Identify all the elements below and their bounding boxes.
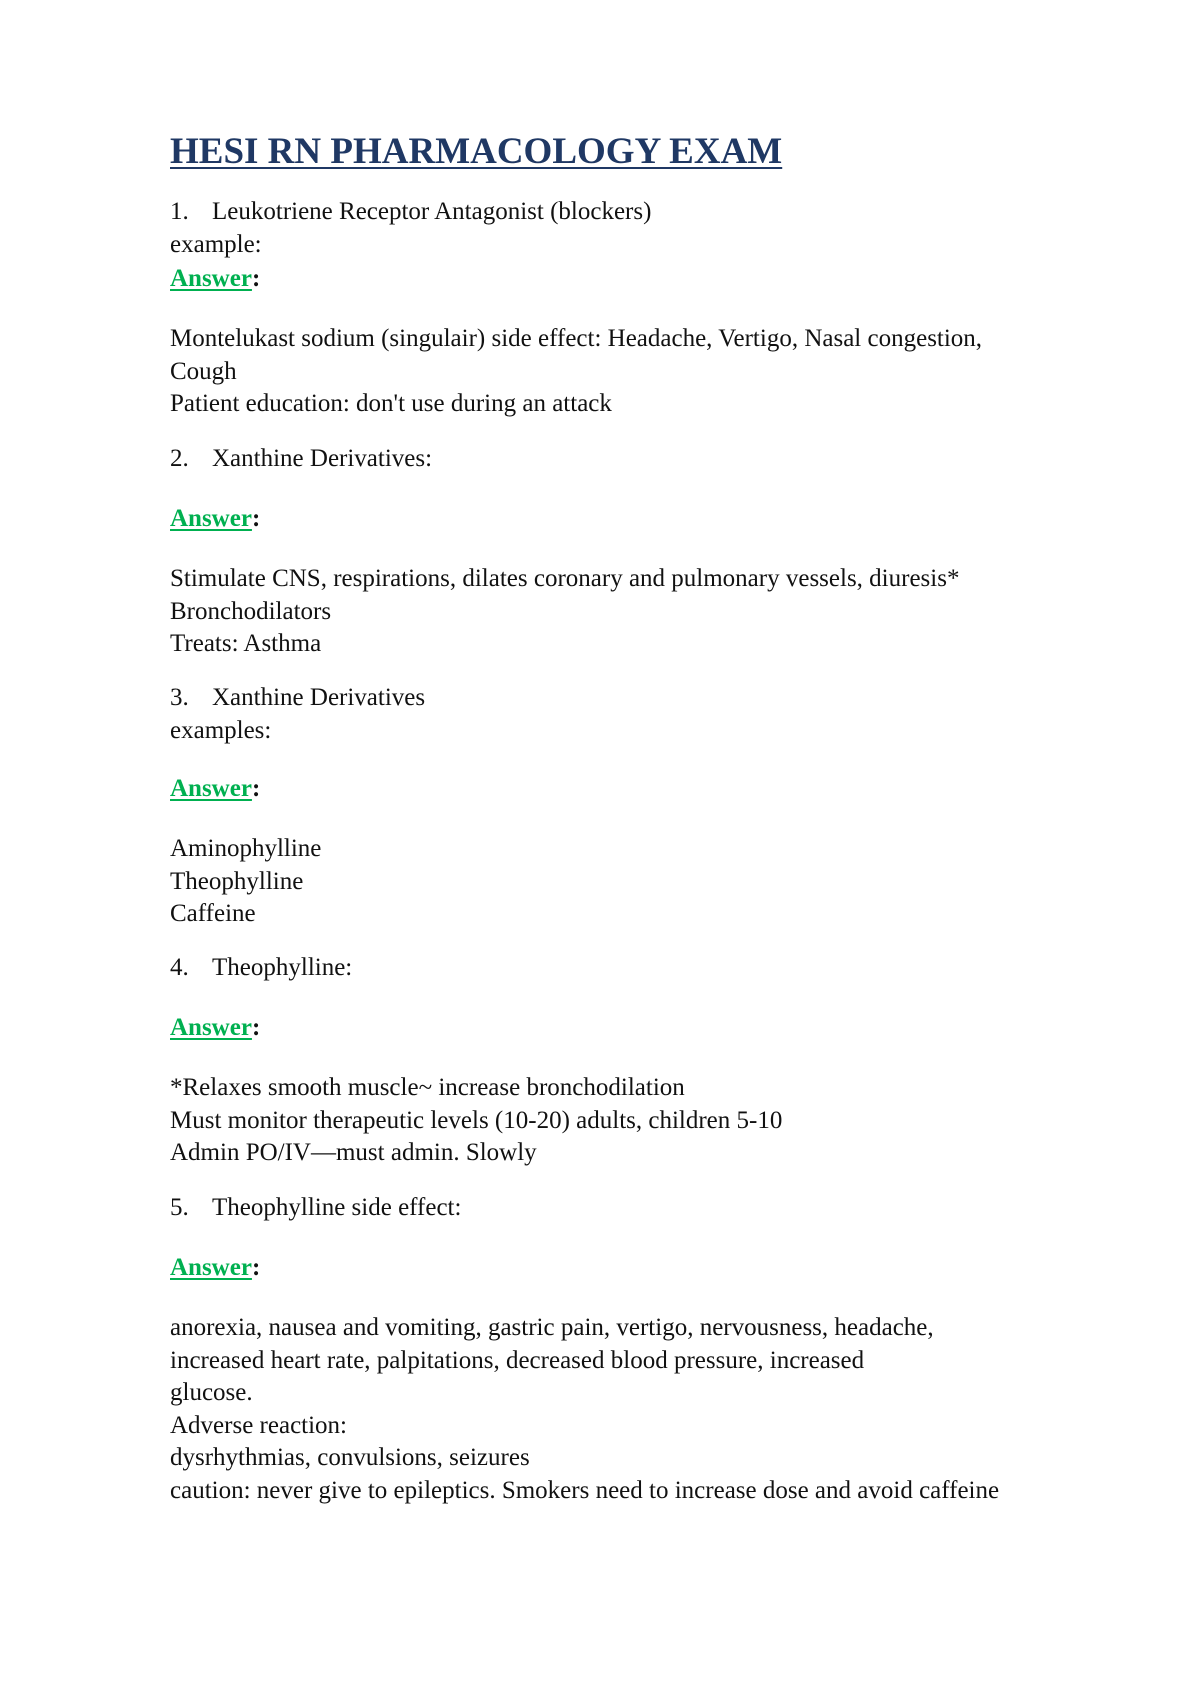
- answer-line: dysrhythmias, convulsions, seizures: [170, 1444, 530, 1471]
- page-title: HESI RN PHARMACOLOGY EXAM: [170, 131, 783, 172]
- question-text: Xanthine Derivatives:: [212, 445, 433, 472]
- answer-heading-2: [170, 503, 1160, 536]
- answer-line: caution: never give to epileptics. Smokers need to increase dose and avoid caffeine: [170, 1476, 1000, 1504]
- question-text: Theophylline:: [212, 954, 353, 981]
- question-extra: examples:: [170, 716, 272, 744]
- question-line: [170, 1192, 1160, 1225]
- answer-colon: :: [251, 505, 261, 532]
- question-number: 1.: [170, 198, 189, 225]
- answer-body-3: [170, 833, 1160, 931]
- answer-colon: :: [251, 1014, 261, 1041]
- question-text: Leukotriene Receptor Antagonist (blockers): [212, 198, 652, 225]
- question-1: [170, 196, 1160, 261]
- answer-line: increased heart rate, palpitations, decreased blood pressure, increased: [170, 1346, 865, 1374]
- question-number: 5.: [170, 1194, 189, 1221]
- answer-line: anorexia, nausea and vomiting, gastric pain, vertigo, nervousness, headache,: [170, 1314, 934, 1341]
- question-2: [170, 443, 1160, 476]
- answer-heading-1: [170, 263, 1160, 296]
- answer-label: Answer: [170, 265, 252, 292]
- question-5: [170, 1192, 1160, 1225]
- answer-body-5: [170, 1312, 1160, 1507]
- answer-line: Aminophylline: [170, 835, 322, 862]
- answer-line: Cough: [170, 357, 237, 385]
- answer-line: Stimulate CNS, respirations, dilates coronary and pulmonary vessels, diuresis*: [170, 565, 960, 592]
- question-line: [170, 443, 1160, 476]
- question-number: 2.: [170, 445, 189, 472]
- answer-label: Answer: [170, 505, 252, 532]
- question-number: 3.: [170, 684, 189, 711]
- answer-colon: :: [251, 775, 261, 802]
- question-text: Xanthine Derivatives: [212, 684, 426, 711]
- answer-label: Answer: [170, 775, 252, 802]
- question-text: Theophylline side effect:: [212, 1194, 462, 1221]
- question-line: [170, 952, 1160, 985]
- answer-body-2: [170, 563, 1160, 661]
- answer-label: Answer: [170, 1254, 252, 1281]
- answer-colon: :: [251, 265, 261, 292]
- question-number: 4.: [170, 954, 189, 981]
- answer-line: Adverse reaction:: [170, 1411, 348, 1439]
- question-line: [170, 682, 1160, 715]
- answer-heading-5: [170, 1252, 1160, 1285]
- answer-line: Caffeine: [170, 900, 256, 927]
- answer-line: Must monitor therapeutic levels (10-20) adults, children 5-10: [170, 1106, 783, 1134]
- answer-label: Answer: [170, 1014, 252, 1041]
- answer-line: *Relaxes smooth muscle~ increase bronchodilation: [170, 1074, 685, 1101]
- question-4: [170, 952, 1160, 985]
- answer-line: Admin PO/IV—must admin. Slowly: [170, 1139, 537, 1166]
- answer-line: Bronchodilators: [170, 597, 332, 625]
- question-3: [170, 682, 1160, 747]
- answer-line: glucose.: [170, 1379, 253, 1406]
- answer-heading-4: [170, 1012, 1160, 1045]
- answer-colon: :: [251, 1254, 261, 1281]
- question-line: [170, 196, 1160, 229]
- answer-line: Theophylline: [170, 867, 304, 895]
- answer-line: Treats: Asthma: [170, 630, 322, 657]
- answer-line: Montelukast sodium (singulair) side effect: Headache, Vertigo, Nasal congestion,: [170, 325, 983, 352]
- answer-body-1: [170, 323, 1160, 421]
- question-extra: example:: [170, 230, 262, 258]
- answer-heading-3: [170, 773, 1160, 806]
- answer-body-4: [170, 1072, 1160, 1170]
- answer-line: Patient education: don't use during an attack: [170, 390, 612, 417]
